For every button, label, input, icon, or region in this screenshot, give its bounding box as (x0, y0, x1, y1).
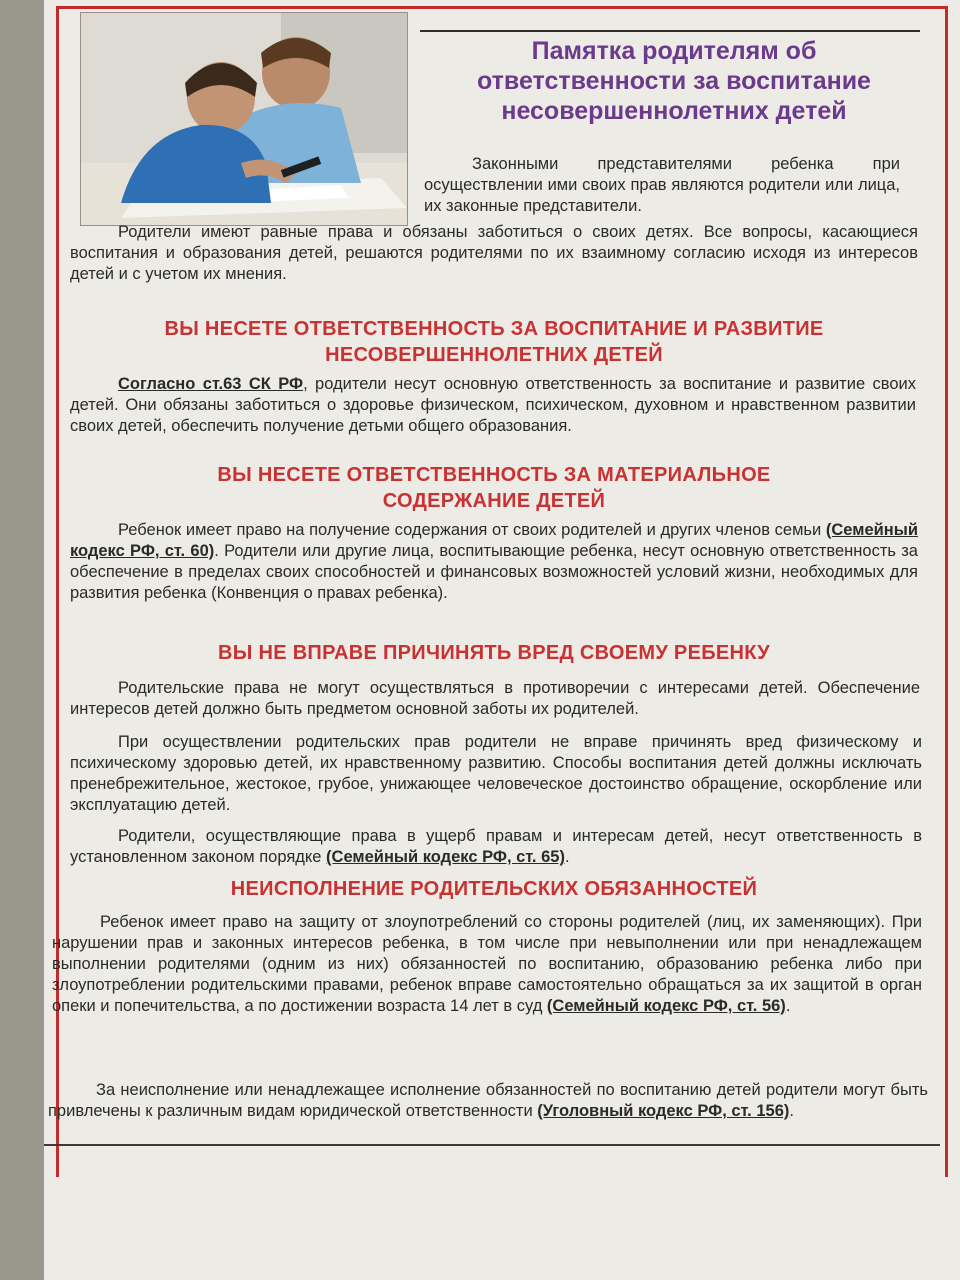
title-line-3: несовершеннолетних детей (501, 97, 847, 125)
section-1-heading-line-1: ВЫ НЕСЕТЕ ОТВЕТСТВЕННОСТЬ ЗА ВОСПИТАНИЕ И РАЗВИТИЕ (164, 318, 824, 340)
bottom-rule (44, 1144, 940, 1146)
section-2-text-a: Ребенок имеет право на получение содержания от своих родителей и других членов семьи (118, 521, 826, 539)
section-4-law-reference-2: (Уголовный кодекс РФ, ст. 156) (537, 1102, 790, 1120)
section-4-law-reference-1: (Семейный кодекс РФ, ст. 56) (546, 997, 786, 1015)
section-2-heading (70, 462, 918, 514)
section-2-heading-line-1: ВЫ НЕСЕТЕ ОТВЕТСТВЕННОСТЬ ЗА МАТЕРИАЛЬНОЕ (217, 464, 771, 486)
photo-illustration (81, 13, 407, 225)
section-1-law-reference: Согласно ст.63 СК РФ (118, 375, 304, 393)
section-2-text-b: . Родители или другие лица, воспитывающие ребенка, несут основную ответственность за обеспечение в пределах своих способностей и финансовых возможностей условий жизни, необходимых для развития ребенка (Конвенция о правах ребенка). (70, 542, 918, 602)
section-4-heading: НЕИСПОЛНЕНИЕ РОДИТЕЛЬСКИХ ОБЯЗАННОСТЕЙ (230, 878, 758, 900)
section-4-p1-end: . (785, 997, 791, 1015)
section-3-paragraph-1: Родительские права не могут осуществляться в противоречии с интересами детей. Обеспечение интересов детей должно быть предметом основной заботы их родителей. (70, 679, 920, 718)
section-4-p2-text: За неисполнение или ненадлежащее исполнение обязанностей по воспитанию детей родители могут быть привлечены к различным видам юридической ответственности (48, 1081, 928, 1120)
section-4-p1-text: Ребенок имеет право на защиту от злоупотреблений со стороны родителей (лиц, их заменяющих). При нарушении прав и законных интересов ребенка, в том числе при невыполнении или при ненадлежащем выполнении родителями (одним из них) обязанностей по воспитанию, образованию ребенка либо при злоупотреблении родительскими правами, ребенок вправе самостоятельно обращаться за их защитой в орган опеки и попечительства, а по достижении возраста 14 лет в суд (52, 913, 922, 1015)
title-line-2: ответственности за воспитание (477, 67, 871, 95)
section-2-paragraph (70, 520, 918, 604)
section-3-heading: ВЫ НЕ ВПРАВЕ ПРИЧИНЯТЬ ВРЕД СВОЕМУ РЕБЕНКУ (217, 642, 771, 664)
section-3-p3-end: . (564, 848, 570, 866)
intro-paragraph-1: Законными представителями ребенка при осуществлении ими своих прав являются родители или лица, их законные представители. (424, 155, 900, 215)
section-1-text: , родители несут основную ответственность за воспитание и развитие своих детей. Они обязаны заботиться о здоровье физическом, психическом, духовном и нравственном развитии своих детей, обеспечить получение детьми общего образования. (70, 375, 916, 435)
section-4-paragraph-1 (52, 912, 922, 1017)
section-3-paragraph-2: При осуществлении родительских прав родители не вправе причинять вред физическому и психическому здоровью детей, их нравственному развитию. Способы воспитания детей должны исключать пренебрежительное, жестокое, грубое, унижающее человеческое достоинство обращение, оскорбление или эксплуатацию детей. (70, 733, 922, 814)
leaflet-page (44, 0, 960, 1280)
section-2-heading-line-2: СОДЕРЖАНИЕ ДЕТЕЙ (382, 490, 606, 512)
section-1-heading (70, 316, 918, 368)
section-2-law-reference: (Семейный кодекс РФ, ст. 60) (70, 521, 918, 560)
section-4-p2-end: . (789, 1102, 794, 1120)
intro-paragraph-2: Родители имеют равные права и обязаны заботиться о своих детях. Все вопросы, касающиеся воспитания и образования детей, решаются родителями по их взаимному согласию исходя из интересов детей и с учетом их мнения. (70, 223, 918, 283)
parent-helping-child-photo (80, 12, 408, 226)
section-3-law-reference: (Семейный кодекс РФ, ст. 65) (326, 848, 565, 866)
section-1-paragraph (70, 374, 916, 437)
section-4-paragraph-2 (48, 1080, 928, 1122)
section-1-heading-line-2: НЕСОВЕРШЕННОЛЕТНИХ ДЕТЕЙ (325, 344, 663, 366)
section-3-p3-text: Родители, осуществляющие права в ущерб правам и интересам детей, несут ответственность в установленном законом порядке (70, 827, 922, 866)
page-title (424, 36, 924, 126)
title-line-1: Памятка родителям об (531, 37, 817, 65)
title-rule (420, 30, 920, 32)
section-3-paragraph-3 (70, 826, 922, 868)
